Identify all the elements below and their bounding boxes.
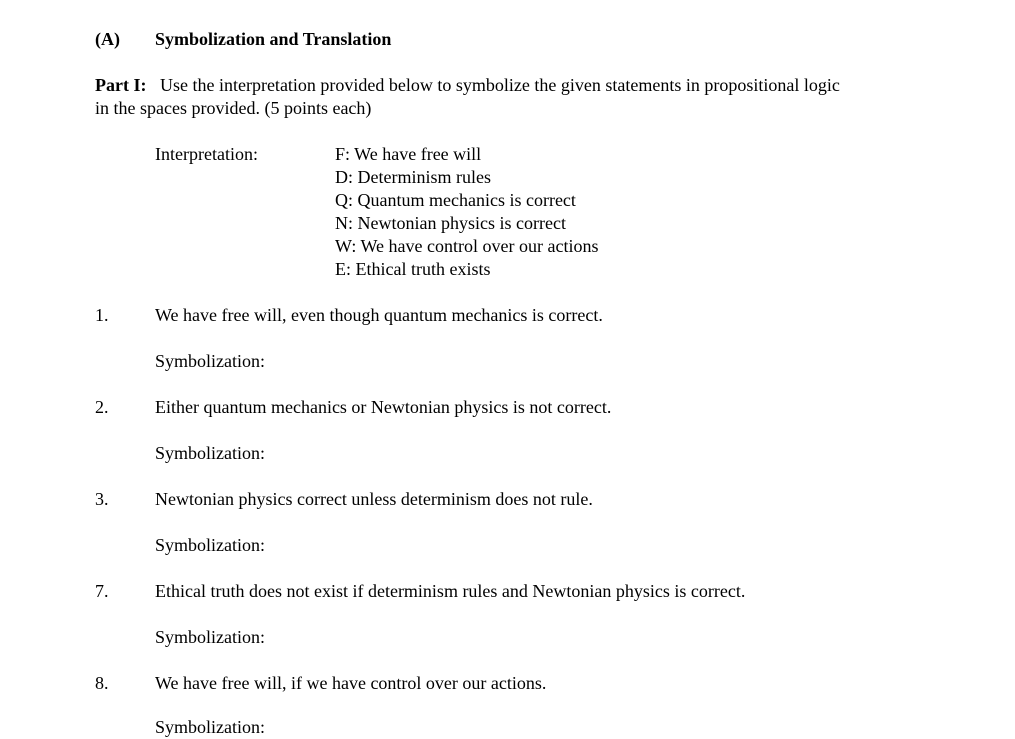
question-number: 2. — [95, 397, 109, 417]
question-text: Newtonian physics correct unless determinism does not rule. — [155, 489, 593, 509]
symbolization-label: Symbolization: — [155, 443, 265, 463]
section-label: (A) — [95, 29, 120, 49]
interpretation-label: Interpretation: — [155, 144, 258, 164]
question-number: 7. — [95, 581, 109, 601]
interpretation-list — [335, 143, 598, 281]
interpretation-item-d: D: Determinism rules — [335, 167, 491, 187]
question-number: 1. — [95, 305, 109, 325]
symbolization-label: Symbolization: — [155, 627, 265, 647]
section-title: Symbolization and Translation — [155, 29, 392, 49]
interpretation-item-n: N: Newtonian physics is correct — [335, 213, 566, 233]
interpretation-item-q: Q: Quantum mechanics is correct — [335, 190, 576, 210]
interpretation-item-f: F: We have free will — [335, 144, 482, 164]
question-text: We have free will, if we have control over our actions. — [155, 673, 547, 693]
symbolization-label: Symbolization: — [155, 351, 265, 371]
symbolization-label: Symbolization: — [155, 535, 265, 555]
part-label: Part I: — [95, 75, 147, 95]
part-instruction-text: Use the interpretation provided below to symbolize the given statements in propositional logic — [159, 75, 840, 95]
question-number: 8. — [95, 673, 109, 693]
symbolization-label: Symbolization: — [155, 717, 265, 737]
interpretation-item-w: W: We have control over our actions — [335, 236, 599, 256]
part-instruction-line-1 — [95, 74, 840, 97]
interpretation-item-e: E: Ethical truth exists — [335, 259, 491, 279]
question-text: Ethical truth does not exist if determinism rules and Newtonian physics is correct. — [155, 581, 746, 601]
part-instruction-line-2: in the spaces provided. (5 points each) — [95, 98, 372, 118]
question-text: Either quantum mechanics or Newtonian physics is not correct. — [155, 397, 612, 417]
question-number: 3. — [95, 489, 109, 509]
question-text: We have free will, even though quantum mechanics is correct. — [155, 305, 603, 325]
